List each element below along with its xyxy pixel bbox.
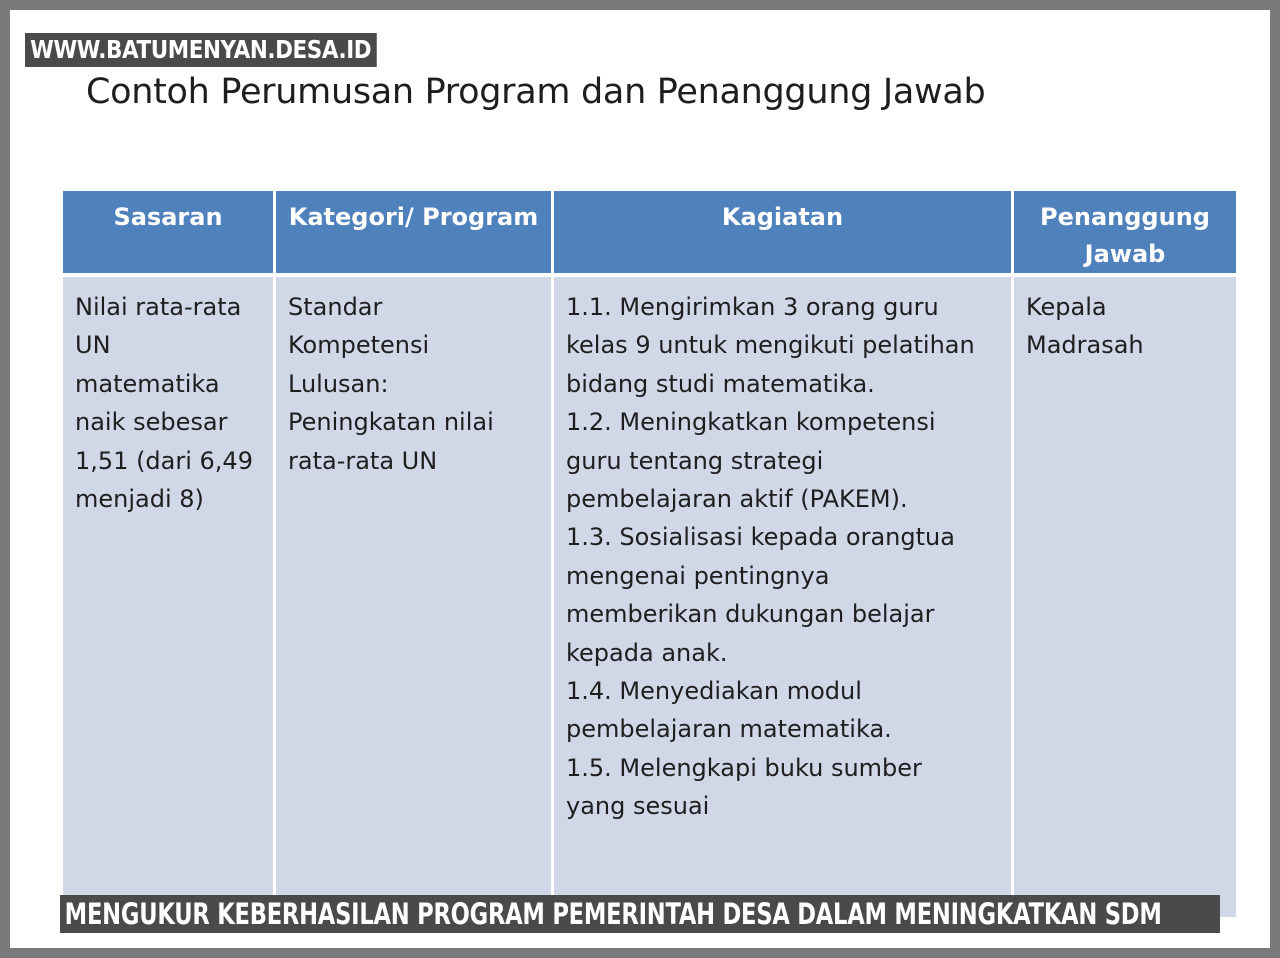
header-sasaran: Sasaran xyxy=(63,191,276,277)
header-penanggung-jawab: Penanggung Jawab xyxy=(1014,191,1236,277)
header-kagiatan: Kagiatan xyxy=(554,191,1014,277)
cell-penanggung-jawab: Kepala Madrasah xyxy=(1014,277,1236,917)
kagiatan-item-3: 1.3. Sosialisasi kepada orangtua mengenai pentingnya memberikan dukungan belajar kepada anak. xyxy=(566,523,955,667)
site-watermark: WWW.BATUMENYAN.DESA.ID xyxy=(25,33,376,67)
caption-banner xyxy=(60,895,1220,933)
kagiatan-item-5: 1.5. Melengkapi buku sumber yang sesuai xyxy=(566,753,922,821)
cell-kategori-program: Standar Kompetensi Lulusan: Peningkatan nilai rata-rata UN xyxy=(276,277,554,917)
kagiatan-item-2: 1.2. Meningkatkan kompetensi guru tentang strategi pembelajaran aktif (PAKEM). xyxy=(566,408,936,514)
kagiatan-item-1: 1.1. Mengirimkan 3 orang guru kelas 9 untuk mengikuti pelatihan bidang studi matematika. xyxy=(566,293,975,398)
page-title: Contoh Perumusan Program dan Penanggung Jawab xyxy=(86,72,986,112)
table-row xyxy=(63,277,1236,917)
caption-text: MENGUKUR KEBERHASILAN PROGRAM PEMERINTAH DESA DALAM MENINGKATKAN SDM xyxy=(64,897,1162,931)
cell-kagiatan xyxy=(554,277,1014,917)
kagiatan-item-4: 1.4. Menyediakan modul pembelajaran matematika. xyxy=(566,677,892,744)
slide xyxy=(10,10,1270,948)
program-table xyxy=(63,191,1236,917)
table-header-row xyxy=(63,191,1236,277)
cell-sasaran: Nilai rata-rata UN matematika naik sebesar 1,51 (dari 6,49 menjadi 8) xyxy=(63,277,276,917)
header-kategori-program: Kategori/ Program xyxy=(276,191,554,277)
